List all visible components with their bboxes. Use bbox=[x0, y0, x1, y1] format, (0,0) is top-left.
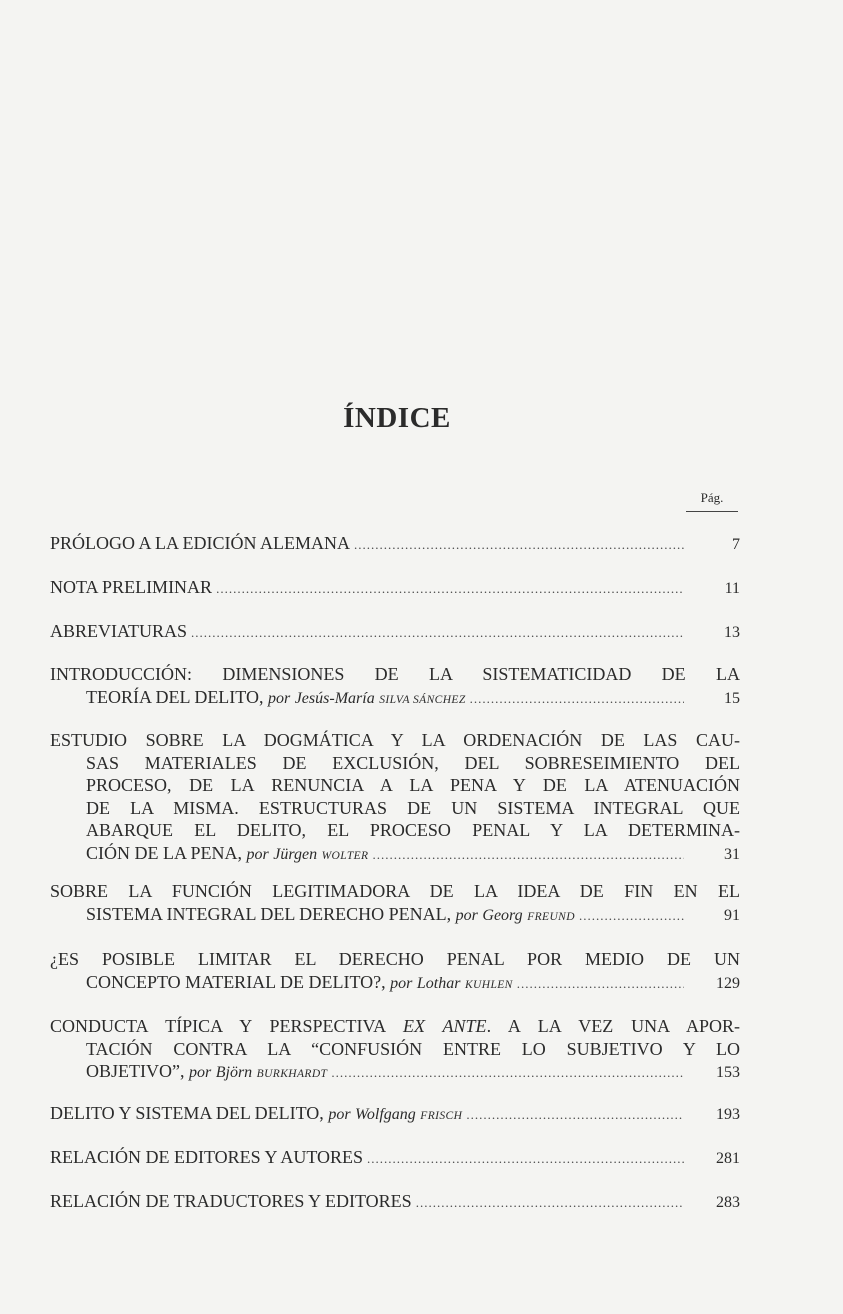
toc-entry-limitar-derecho-penal[interactable] bbox=[50, 948, 740, 996]
author-first-name: Jesús-María bbox=[294, 689, 375, 707]
author-by: por bbox=[188, 1064, 212, 1082]
dot-leader bbox=[416, 1192, 684, 1215]
author-last-name: FREUND bbox=[527, 910, 575, 923]
toc-page-number: 13 bbox=[724, 624, 740, 641]
toc-page-number: 193 bbox=[716, 1106, 740, 1123]
toc-page-number: 11 bbox=[724, 580, 740, 597]
toc-page-number: 31 bbox=[724, 845, 740, 863]
dot-leader bbox=[466, 1104, 684, 1127]
page-column-label: Pág. bbox=[686, 490, 738, 512]
toc-page-number: 283 bbox=[716, 1194, 740, 1211]
page-title: ÍNDICE bbox=[343, 402, 451, 434]
author-by: por bbox=[390, 974, 413, 992]
author-first-name: Wolfgang bbox=[355, 1106, 416, 1123]
toc-entry-title: NOTA PRELIMINAR bbox=[50, 577, 213, 597]
author-last-name: BURKHARDT bbox=[256, 1068, 328, 1081]
toc-entry-abreviaturas[interactable] bbox=[50, 620, 740, 645]
toc-entry-traductores-editores[interactable] bbox=[50, 1190, 740, 1215]
toc-entry-editores-autores[interactable] bbox=[50, 1146, 740, 1171]
toc-page-number: 7 bbox=[732, 536, 740, 553]
dot-leader bbox=[470, 688, 684, 711]
author-first-name: Björn bbox=[215, 1064, 253, 1082]
dot-leader bbox=[191, 622, 684, 645]
toc-entry-line: ABARQUE EL DELITO, EL PROCESO PENAL Y LA DETERMINA- bbox=[86, 820, 740, 841]
toc-entry-line: OBJETIVO”, por Björn BURKHARDT bbox=[86, 1061, 328, 1082]
author-last-name: KUHLEN bbox=[464, 978, 513, 991]
author-first-name: Lothar bbox=[416, 974, 461, 992]
author-by: por bbox=[267, 689, 291, 707]
emphasis-text: EX ANTE bbox=[403, 1016, 487, 1036]
author-first-name: Jürgen bbox=[273, 845, 318, 863]
toc-entry-delito-sistema[interactable] bbox=[50, 1102, 740, 1128]
toc-entry-title: DELITO Y SISTEMA DEL DELITO, por Wolfgang FRISCH bbox=[50, 1103, 463, 1123]
toc-entry-line: PROCESO, DE LA RENUNCIA A LA PENA Y DE LA ATENUACIÓN bbox=[86, 775, 740, 796]
author-by: por bbox=[246, 845, 269, 863]
dot-leader bbox=[354, 534, 684, 557]
author-first-name: Georg bbox=[482, 906, 523, 924]
toc-entry-title: ABREVIATURAS bbox=[50, 621, 188, 641]
author-by: por bbox=[328, 1106, 351, 1123]
toc-entry-line: CIÓN DE LA PENA, por Jürgen WOLTER bbox=[86, 842, 369, 863]
toc-page-number: 129 bbox=[716, 974, 740, 992]
dot-leader bbox=[372, 844, 684, 867]
toc-entry-prologo[interactable] bbox=[50, 532, 740, 557]
dot-leader bbox=[331, 1062, 684, 1085]
toc-entry-nota-preliminar[interactable] bbox=[50, 576, 740, 601]
toc-entry-introduccion[interactable] bbox=[50, 663, 740, 711]
toc-entry-title: PRÓLOGO A LA EDICIÓN ALEMANA bbox=[50, 533, 351, 553]
author-last-name: FRISCH bbox=[420, 1110, 463, 1122]
toc-page-number: 281 bbox=[716, 1150, 740, 1167]
author-last-name: SILVA SÁNCHEZ bbox=[379, 693, 466, 706]
toc-entry-line: TEORÍA DEL DELITO, por Jesús-María SILVA SÁNCHEZ bbox=[86, 686, 466, 707]
toc-entry-funcion-legitimadora[interactable] bbox=[50, 880, 740, 928]
author-by: por bbox=[455, 906, 478, 924]
toc-entry-line: INTRODUCCIÓN: DIMENSIONES DE LA SISTEMATICIDAD DE LA bbox=[50, 664, 740, 684]
toc-entry-title: RELACIÓN DE TRADUCTORES Y EDITORES bbox=[50, 1191, 412, 1211]
dot-leader bbox=[579, 905, 684, 928]
toc-entry-title: RELACIÓN DE EDITORES Y AUTORES bbox=[50, 1147, 364, 1167]
author-last-name: WOLTER bbox=[321, 849, 369, 862]
toc-entry-line: CONCEPTO MATERIAL DE DELITO?, por Lothar KUHLEN bbox=[86, 971, 513, 992]
toc-entry-line: ¿ES POSIBLE LIMITAR EL DERECHO PENAL POR MEDIO DE UN bbox=[50, 949, 740, 969]
toc-entry-line: SISTEMA INTEGRAL DEL DERECHO PENAL, por Georg FREUND bbox=[86, 903, 575, 924]
toc-entry-line: DE LA MISMA. ESTRUCTURAS DE UN SISTEMA INTEGRAL QUE bbox=[86, 797, 740, 818]
toc-page-number: 91 bbox=[724, 906, 740, 924]
toc-entry-conducta-tipica[interactable] bbox=[50, 1015, 740, 1086]
dot-leader bbox=[216, 578, 684, 601]
toc-entry-line: SAS MATERIALES DE EXCLUSIÓN, DEL SOBRESEIMIENTO DEL bbox=[86, 752, 740, 773]
toc-entry-estudio[interactable] bbox=[50, 729, 740, 868]
toc-entry-line: TACIÓN CONTRA LA “CONFUSIÓN ENTRE LO SUBJETIVO Y LO bbox=[86, 1038, 740, 1059]
toc-entry-line: ESTUDIO SOBRE LA DOGMÁTICA Y LA ORDENACIÓN DE LAS CAU- bbox=[50, 730, 740, 750]
dot-leader bbox=[367, 1148, 684, 1171]
toc-page-number: 15 bbox=[724, 689, 740, 707]
toc-page-number: 153 bbox=[716, 1064, 740, 1082]
toc-entry-line: CONDUCTA TÍPICA Y PERSPECTIVA EX ANTE. A LA VEZ UNA APOR- bbox=[50, 1016, 741, 1036]
dot-leader bbox=[517, 973, 684, 996]
toc-entry-line: SOBRE LA FUNCIÓN LEGITIMADORA DE LA IDEA DE FIN EN EL bbox=[50, 881, 740, 901]
